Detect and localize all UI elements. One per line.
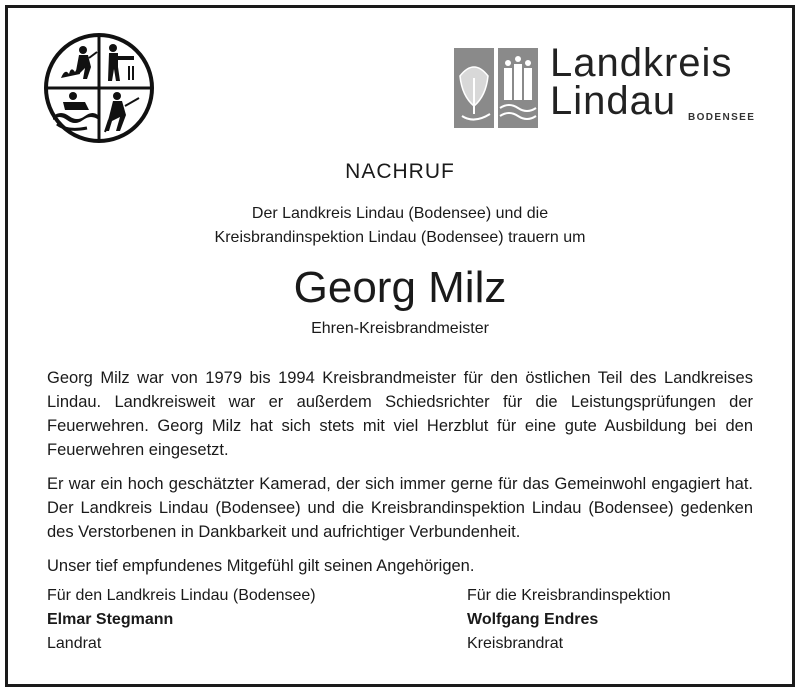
logo-subline: BODENSEE: [688, 112, 756, 123]
signature-name: Elmar Stegmann: [47, 611, 174, 628]
deceased-rank: Ehren-Kreisbrandmeister: [311, 320, 489, 337]
paragraph-condolence: Unser tief empfundenes Mitgefühl gilt seinen Angehörigen.: [47, 557, 475, 575]
signature-title: Landrat: [47, 635, 102, 652]
obituary-heading: NACHRUF: [345, 160, 455, 183]
paragraph-character: Er war ein hoch geschätzter Kamerad, der sich immer gerne für das Gemeinwohl engagiert hat. Der Landkreis Lindau (Bodensee) und die Kreisbrandinspektion Lindau (Bodensee) gedenken des Verstorbenen in Dankbarkeit und aufrichtiger Verbundenheit.: [47, 475, 753, 541]
signature-name: Wolfgang Endres: [467, 611, 599, 628]
paragraph-career: Georg Milz war von 1979 bis 1994 Kreisbrandmeister für den östlichen Teil des Landkreises Lindau. Landkreisweit war er außerdem Schiedsrichter für die Leistungsprüfungen der Feuerwehren. Georg Milz hat sich stets mit viel Herzblut für eine gute Ausbildung bei den Feuerwehren eingesetzt.: [47, 369, 753, 459]
obituary-body: [47, 366, 753, 588]
signature-title: Kreisbrandrat: [467, 635, 564, 652]
intro-text: [0, 202, 800, 250]
fire-brigade-emblem-icon: [43, 32, 155, 144]
landkreis-lindau-coat-of-arms-icon: [454, 48, 538, 128]
deceased-name: Georg Milz: [293, 263, 507, 312]
logo-line-lindau: Lindau: [550, 79, 677, 123]
signature-for: Für den Landkreis Lindau (Bodensee): [47, 587, 316, 604]
intro-line-2: Kreisbrandinspektion Lindau (Bodensee) trauern um: [214, 229, 586, 246]
signature-kreisbrandinspektion: [467, 584, 671, 656]
signature-for: Für die Kreisbrandinspektion: [467, 587, 671, 604]
logo-line-landkreis: Landkreis: [550, 41, 733, 85]
intro-line-1: Der Landkreis Lindau (Bodensee) und die: [251, 205, 549, 222]
landkreis-lindau-logo: [454, 41, 764, 128]
signature-landkreis: [47, 584, 316, 656]
